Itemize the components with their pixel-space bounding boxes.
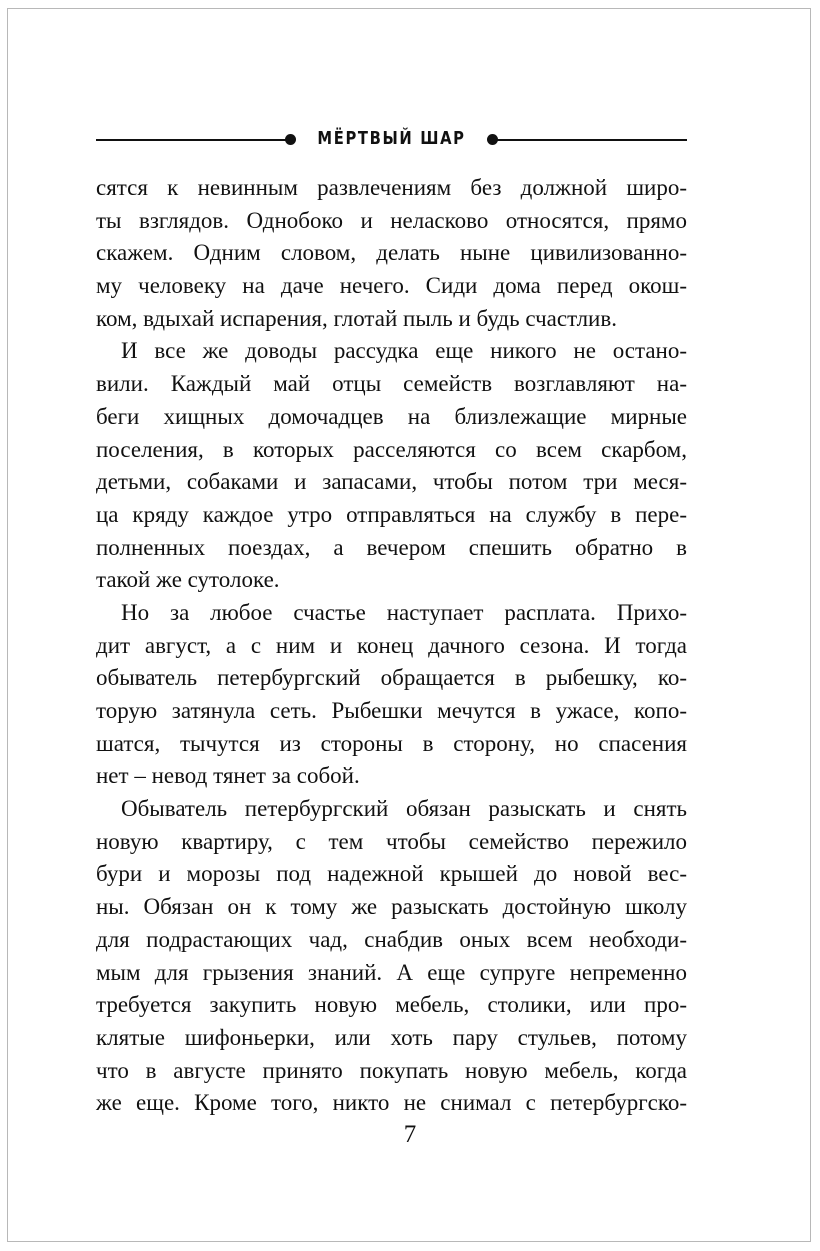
text-line: клятые шифоньерки, или хоть пару стульев, потому — [96, 1024, 687, 1050]
running-header — [96, 120, 687, 160]
text-line: беги хищных домочадцев на близлежащие мирные — [96, 403, 687, 429]
paragraph — [96, 172, 687, 335]
text-line: Обыватель петербургский обязан разыскать и снять — [121, 796, 687, 822]
text-line: полненных поездах, а вечером спешить обратно в — [96, 534, 687, 560]
text-line: такой же сутолоке. — [96, 567, 280, 593]
text-line: скажем. Одним словом, делать ныне цивилизованно- — [96, 240, 687, 266]
text-line: ца кряду каждое утро отправляться на службу в пере- — [96, 501, 687, 527]
text-line: же еще. Кроме того, никто не снимал с петербургско- — [96, 1090, 687, 1116]
text-line: поселения, в которых расселяются со всем скарбом, — [96, 436, 687, 462]
text-line: торую затянула сеть. Рыбешки мечутся в ужасе, копо- — [96, 698, 687, 723]
text-line: ты взглядов. Однобоко и неласково относятся, прямо — [96, 207, 687, 233]
running-title: МЁРТВЫЙ ШАР — [317, 128, 466, 149]
text-line: требуется закупить новую мебель, столики, или про- — [96, 992, 687, 1018]
text-line: мым для грызения знаний. А еще супруге непременно — [96, 959, 687, 985]
text-line: что в августе принято покупать новую мебель, когда — [96, 1057, 687, 1083]
text-line: бури и морозы под надежной крышей до новой вес- — [96, 861, 687, 887]
text-line: вили. Каждый май отцы семейств возглавляют на- — [96, 371, 687, 397]
paragraph — [96, 597, 687, 793]
text-line: дит август, а с ним и конец дачного сезона. И тогда — [96, 632, 687, 658]
text-line: для подрастающих чад, снабдив оных всем необходи- — [96, 926, 687, 952]
paragraph — [96, 335, 687, 597]
text-line: шатся, тычутся из стороны в сторону, но спасения — [96, 730, 687, 756]
page-number: 7 — [403, 1121, 417, 1148]
text-line: новую квартиру, с тем чтобы семейство пережило — [96, 828, 687, 854]
text-line: И все же доводы рассудка еще никого не остано- — [121, 338, 687, 364]
body-text — [96, 172, 687, 1120]
text-line: нет – невод тянет за собой. — [96, 763, 360, 789]
paragraph — [96, 793, 687, 1120]
text-line: му человеку на даче нечего. Сиди дома перед окош- — [96, 273, 687, 299]
text-line: Но за любое счастье наступает расплата. Прихо- — [121, 599, 687, 625]
text-line: детьми, собаками и запасами, чтобы потом три меся- — [96, 469, 687, 495]
text-line: ком, вдыхай испарения, глотай пыль и будь счастлив. — [96, 305, 617, 331]
text-line: обыватель петербургский обращается в рыбешку, ко- — [96, 665, 687, 691]
text-line: сятся к невинным развлечениям без должной широ- — [96, 175, 687, 200]
header-rule-right — [497, 139, 687, 141]
text-line: ны. Обязан он к тому же разыскать достойную школу — [96, 894, 687, 920]
